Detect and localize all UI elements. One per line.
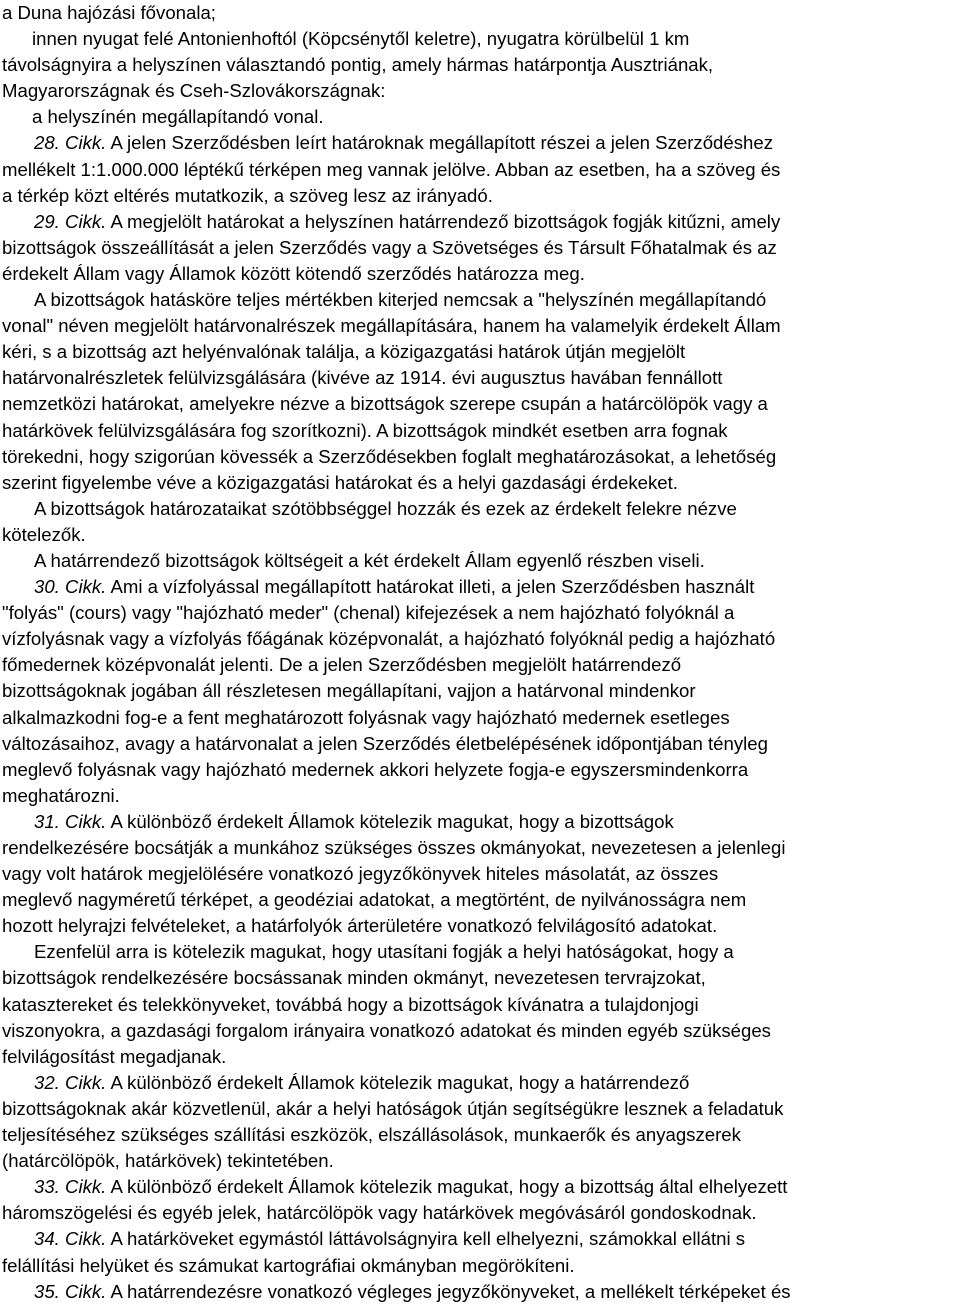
text-line [2,496,960,522]
line-text: alkalmazkodni fog-e a fent meghatározott folyásnak vagy hajózható medernek esetleges [2,706,730,728]
line-text: A határköveket egymástól láttávolságnyira kell elhelyezni, számokkal ellátni s [106,1228,746,1250]
line-text: felvilágosítást megadjanak. [2,1045,227,1067]
line-text: A bizottságok hatásköre teljes mértékben kiterjed nemcsak a "helyszínén megállapítandó [34,289,767,311]
line-text: a térkép közt eltérés mutatkozik, a szöveg lesz az irányadó. [2,184,493,206]
line-text: A határrendezésre vonatkozó végleges jegyzőkönyveket, a mellékelt térképeket és [106,1280,791,1302]
text-line [2,365,960,391]
text-line [2,939,960,965]
text-line [2,261,960,287]
line-text: a helyszínén megállapítandó vonal. [32,106,324,128]
line-text: kötelezők. [2,523,86,545]
text-line [2,183,960,209]
text-line [2,418,960,444]
text-line [2,731,960,757]
text-line [2,1279,960,1305]
text-line [2,1200,960,1226]
line-text: meglevő folyásnak vagy hajózható medernek akkori helyzete fogja-e egyszersmindenkorra [2,758,749,780]
text-line [2,861,960,887]
text-line [2,965,960,991]
text-line [2,0,960,26]
line-text: A megjelölt határokat a helyszínen határrendező bizottságok fogják kitűzni, amely [106,210,781,232]
line-text: A különböző érdekelt Államok kötelezik magukat, hogy a határrendező [106,1071,690,1093]
article-number: 31. Cikk. [34,810,107,832]
line-text: bizottságok összeállítását a jelen Szerződés vagy a Szövetséges és Társult Főhatalmak és az [2,236,777,258]
line-text: kéri, s a bizottság azt helyénvalónak találja, a közigazgatási határok útján megjelölt [2,341,686,363]
text-line [2,391,960,417]
line-text: A jelen Szerződésben leírt határoknak megállapított részei a jelen Szerződéshez [106,132,774,154]
article-number: 35. Cikk. [34,1280,107,1302]
text-line [2,313,960,339]
line-text: Ezenfelül arra is kötelezik magukat, hogy utasítani fogják a helyi hatóságokat, hogy a [34,941,734,963]
line-text: A határrendező bizottságok költségeit a két érdekelt Állam egyenlő részben viseli. [34,549,705,571]
line-text: vízfolyásnak vagy a vízfolyás főágának középvonalát, a hajózható folyóknál pedig a hajózható [2,628,776,650]
text-line [2,209,960,235]
text-line [2,678,960,704]
line-text: határkövek felülvizsgálására fog szorítkozni). A bizottságok mindkét esetben arra fognak [2,419,728,441]
line-text: bizottságoknak jogában áll részletesen megállapítani, vajjon a határvonal mindenkor [2,680,696,702]
line-text: távolságnyira a helyszínen választandó pontig, amely hármas határpontja Ausztriának, [2,54,714,76]
text-line [2,1253,960,1279]
text-line [2,1018,960,1044]
line-text: viszonyokra, a gazdasági forgalom irányaira vonatkozó adatokat és minden egyéb szükséges [2,1019,771,1041]
text-line [2,104,960,130]
article-number: 34. Cikk. [34,1228,107,1250]
text-line [2,887,960,913]
text-line [2,835,960,861]
line-text: bizottságok rendelkezésére bocsássanak minden okmányt, nevezetesen tervrajzokat, [2,967,706,989]
line-text: a Duna hajózási fővonala; [2,2,216,23]
line-text: meglevő nagyméretű térképet, a geodéziai adatokat, a megtörtént, de nyilvánosságra nem [2,889,747,911]
article-number: 30. Cikk. [34,576,107,598]
text-line [2,522,960,548]
text-line [2,574,960,600]
text-line [2,1148,960,1174]
line-text: törekedni, hogy szigorúan kövessék a Szerződésekben foglalt meghatározásokat, a lehetőség [2,445,777,467]
line-text: katasztereket és telekkönyveket, továbbá hogy a bizottságok kívánatra a tulajdonjogi [2,993,699,1015]
line-text: A különböző érdekelt Államok kötelezik magukat, hogy a bizottságok [106,810,674,832]
text-line [2,652,960,678]
article-number: 33. Cikk. [34,1176,107,1198]
text-line [2,157,960,183]
line-text: hozott helyrajzi felvételeket, a határfolyók árterületére vonatkozó felvilágosító adatokat. [2,915,718,937]
text-line [2,78,960,104]
line-text: (határcölöpök, határkövek) tekintetében. [2,1150,334,1172]
text-line [2,339,960,365]
line-text: főmedernek középvonalát jelenti. De a jelen Szerződésben megjelölt határrendező [2,654,682,676]
text-line [2,1044,960,1070]
line-text: változásaihoz, avagy a határvonalat a jelen Szerződés életbelépésének időpontjában tényleg [2,732,768,754]
text-line [2,52,960,78]
line-text: Magyarországnak és Cseh-Szlovákországnak: [2,80,386,102]
text-line [2,235,960,261]
text-line [2,992,960,1018]
line-text: A különböző érdekelt Államok kötelezik magukat, hogy a bizottság által elhelyezett [106,1176,788,1198]
line-text: innen nyugat felé Antonienhoftól (Köpcsénytől keletre), nyugatra körülbelül 1 km [32,28,690,50]
line-text: Ami a vízfolyással megállapított határokat illeti, a jelen Szerződésben használt [106,576,755,598]
line-text: szerint figyelembe véve a közigazgatási határokat és a helyi gazdasági érdekeket. [2,471,678,493]
text-line [2,705,960,731]
text-line [2,783,960,809]
line-text: nemzetközi határokat, amelyekre nézve a bizottságok szerepe csupán a határcölöpök vagy a [2,393,768,415]
article-number: 32. Cikk. [34,1071,107,1093]
text-line [2,548,960,574]
line-text: háromszögelési és egyéb jelek, határcölöpök vagy határkövek megóvásáról gondoskodnak. [2,1202,757,1224]
text-line [2,1096,960,1122]
text-line [2,470,960,496]
line-text: bizottságoknak akár közvetlenül, akár a helyi hatóságok útján segítségükre lesznek a feladatuk [2,1097,784,1119]
article-number: 28. Cikk. [34,132,107,154]
text-line [2,287,960,313]
text-line [2,1174,960,1200]
text-line [2,600,960,626]
text-line [2,26,960,52]
text-line [2,130,960,156]
line-text: teljesítéséhez szükséges szállítási eszközök, elszállásolások, munkaerők és anyagszerek [2,1124,741,1146]
line-text: rendelkezésére bocsátják a munkához szükséges összes okmányokat, nevezetesen a jelenlegi [2,837,786,858]
line-text: vagy volt határok megjelölésére vonatkozó jegyzőkönyvek hiteles másolatát, az összes [2,863,719,885]
text-line [2,809,960,835]
text-line [2,1122,960,1148]
text-line [2,757,960,783]
line-text: felállítási helyüket és számukat kartográfiai okmányban megörökíteni. [2,1254,575,1276]
line-text: mellékelt 1:1.000.000 léptékű térképen meg vannak jelölve. Abban az esetben, ha a szöveg és [2,158,781,180]
line-text: vonal" néven megjelölt határvonalrészek megállapítására, hanem ha valamelyik érdekelt Állam [2,315,781,337]
line-text: meghatározni. [2,784,120,806]
article-number: 29. Cikk. [34,210,107,232]
text-line [2,913,960,939]
text-line [2,444,960,470]
text-line [2,626,960,652]
line-text: "folyás" (cours) vagy "hajózható meder" (chenal) kifejezések a nem hajózható folyóknál a [2,602,735,624]
text-line [2,1070,960,1096]
line-text: érdekelt Állam vagy Államok között kötendő szerződés határozza meg. [2,262,585,284]
line-text: A bizottságok határozataikat szótöbbséggel hozzák és ezek az érdekelt felekre nézve [34,497,737,519]
line-text: határvonalrészletek felülvizsgálására (kivéve az 1914. évi augusztus havában fennállott [2,367,723,389]
text-line [2,1226,960,1252]
